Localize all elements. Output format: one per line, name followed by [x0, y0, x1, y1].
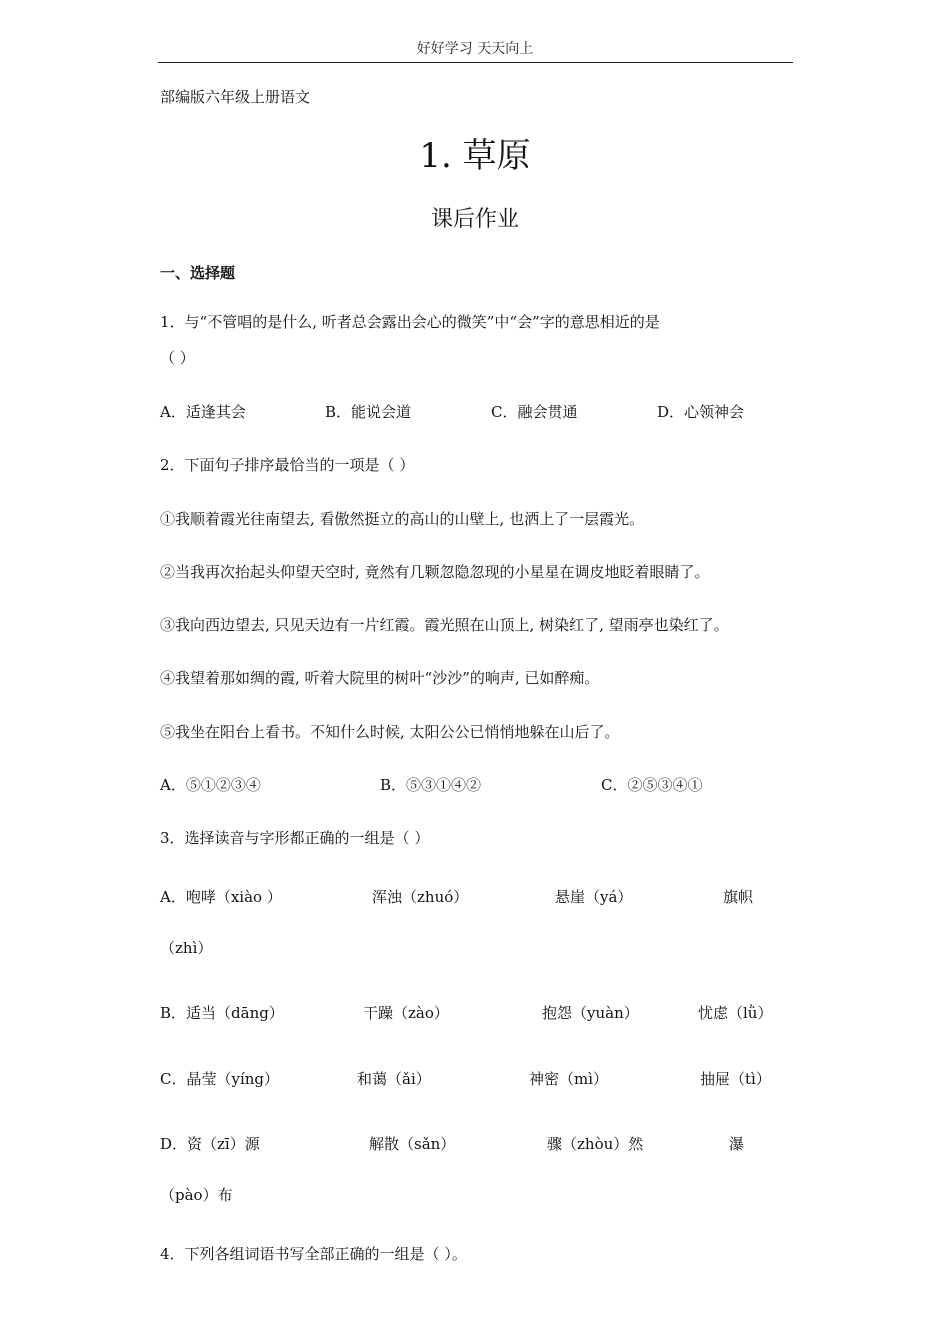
q3-c-word-2: 和蔼（ǎi）: [357, 1070, 431, 1088]
q3-d-word-4: 瀑: [729, 1135, 745, 1153]
q3-b-word-2: 干躁（zào）: [363, 1004, 449, 1022]
q3-c-word-4: 抽屉（tì）: [700, 1070, 771, 1088]
q1-blank: （ ）: [160, 349, 195, 367]
q3-a-word-2: 浑浊（zhuó）: [372, 888, 469, 906]
q3-option-a[interactable]: A．咆哮（xiào ）: [160, 888, 282, 906]
q3-d-word-2: 解散（sǎn）: [369, 1135, 456, 1153]
header-rule: [158, 62, 793, 63]
q1-option-d[interactable]: D．心领神会: [657, 403, 745, 421]
q1-stem: 1．与“不管唱的是什么, 听者总会露出会心的微笑”中“会”字的意思相近的是: [160, 313, 660, 331]
q2-option-b[interactable]: B．⑤③①④②: [380, 776, 482, 794]
q1-option-c[interactable]: C．融会贯通: [491, 403, 578, 421]
q3-stem: 3．选择读音与字形都正确的一组是（ ）: [160, 829, 430, 847]
q2-sentence-3: ③我向西边望去, 只见天边有一片红霞。霞光照在山顶上, 树染红了, 望雨亭也染红了。: [160, 616, 729, 634]
q2-option-c[interactable]: C．②⑤③④①: [601, 776, 703, 794]
q1-option-a[interactable]: A．适逢其会: [160, 403, 246, 421]
q3-d-word-3: 骤（zhòu）然: [547, 1135, 644, 1153]
q3-d-word-4-cont: （pào）布: [160, 1186, 233, 1204]
page-title: 1. 草原: [419, 136, 531, 176]
q3-option-b[interactable]: B．适当（dāng）: [160, 1004, 284, 1022]
q3-a-word-4-pinyin: （zhì）: [160, 939, 213, 957]
q3-option-d[interactable]: D．资（zī）源: [160, 1135, 260, 1153]
q4-stem: 4．下列各组词语书写全部正确的一组是（ ）。: [160, 1245, 467, 1263]
q2-option-a[interactable]: A．⑤①②③④: [160, 776, 261, 794]
course-label: 部编版六年级上册语文: [160, 88, 311, 106]
q2-sentence-2: ②当我再次抬起头仰望天空时, 竟然有几颗忽隐忽现的小星星在调皮地眨着眼睛了。: [160, 563, 710, 581]
section-heading: 一、选择题: [160, 264, 236, 282]
q3-a-word-3: 悬崖（yá）: [555, 888, 633, 906]
q3-c-word-3: 神密（mì）: [529, 1070, 609, 1088]
q3-option-c[interactable]: C．晶莹（yíng）: [160, 1070, 280, 1088]
q3-a-word-4: 旗帜: [723, 888, 754, 906]
q3-b-word-3: 抱怨（yuàn）: [542, 1004, 639, 1022]
q2-stem: 2．下面句子排序最恰当的一项是（ ）: [160, 456, 415, 474]
q2-sentence-4: ④我望着那如绸的霞, 听着大院里的树叶“沙沙”的响声, 已如醉痴。: [160, 669, 600, 687]
q2-sentence-5: ⑤我坐在阳台上看书。不知什么时候, 太阳公公已悄悄地躲在山后了。: [160, 723, 620, 741]
q1-option-b[interactable]: B．能说会道: [325, 403, 412, 421]
q2-sentence-1: ①我顺着霞光往南望去, 看傲然挺立的高山的山壁上, 也洒上了一层霞光。: [160, 510, 645, 528]
page-subtitle: 课后作业: [430, 207, 519, 232]
q3-b-word-4: 忧虑（lǜ）: [698, 1004, 773, 1022]
page-header: 好好学习 天天向上: [416, 41, 534, 57]
